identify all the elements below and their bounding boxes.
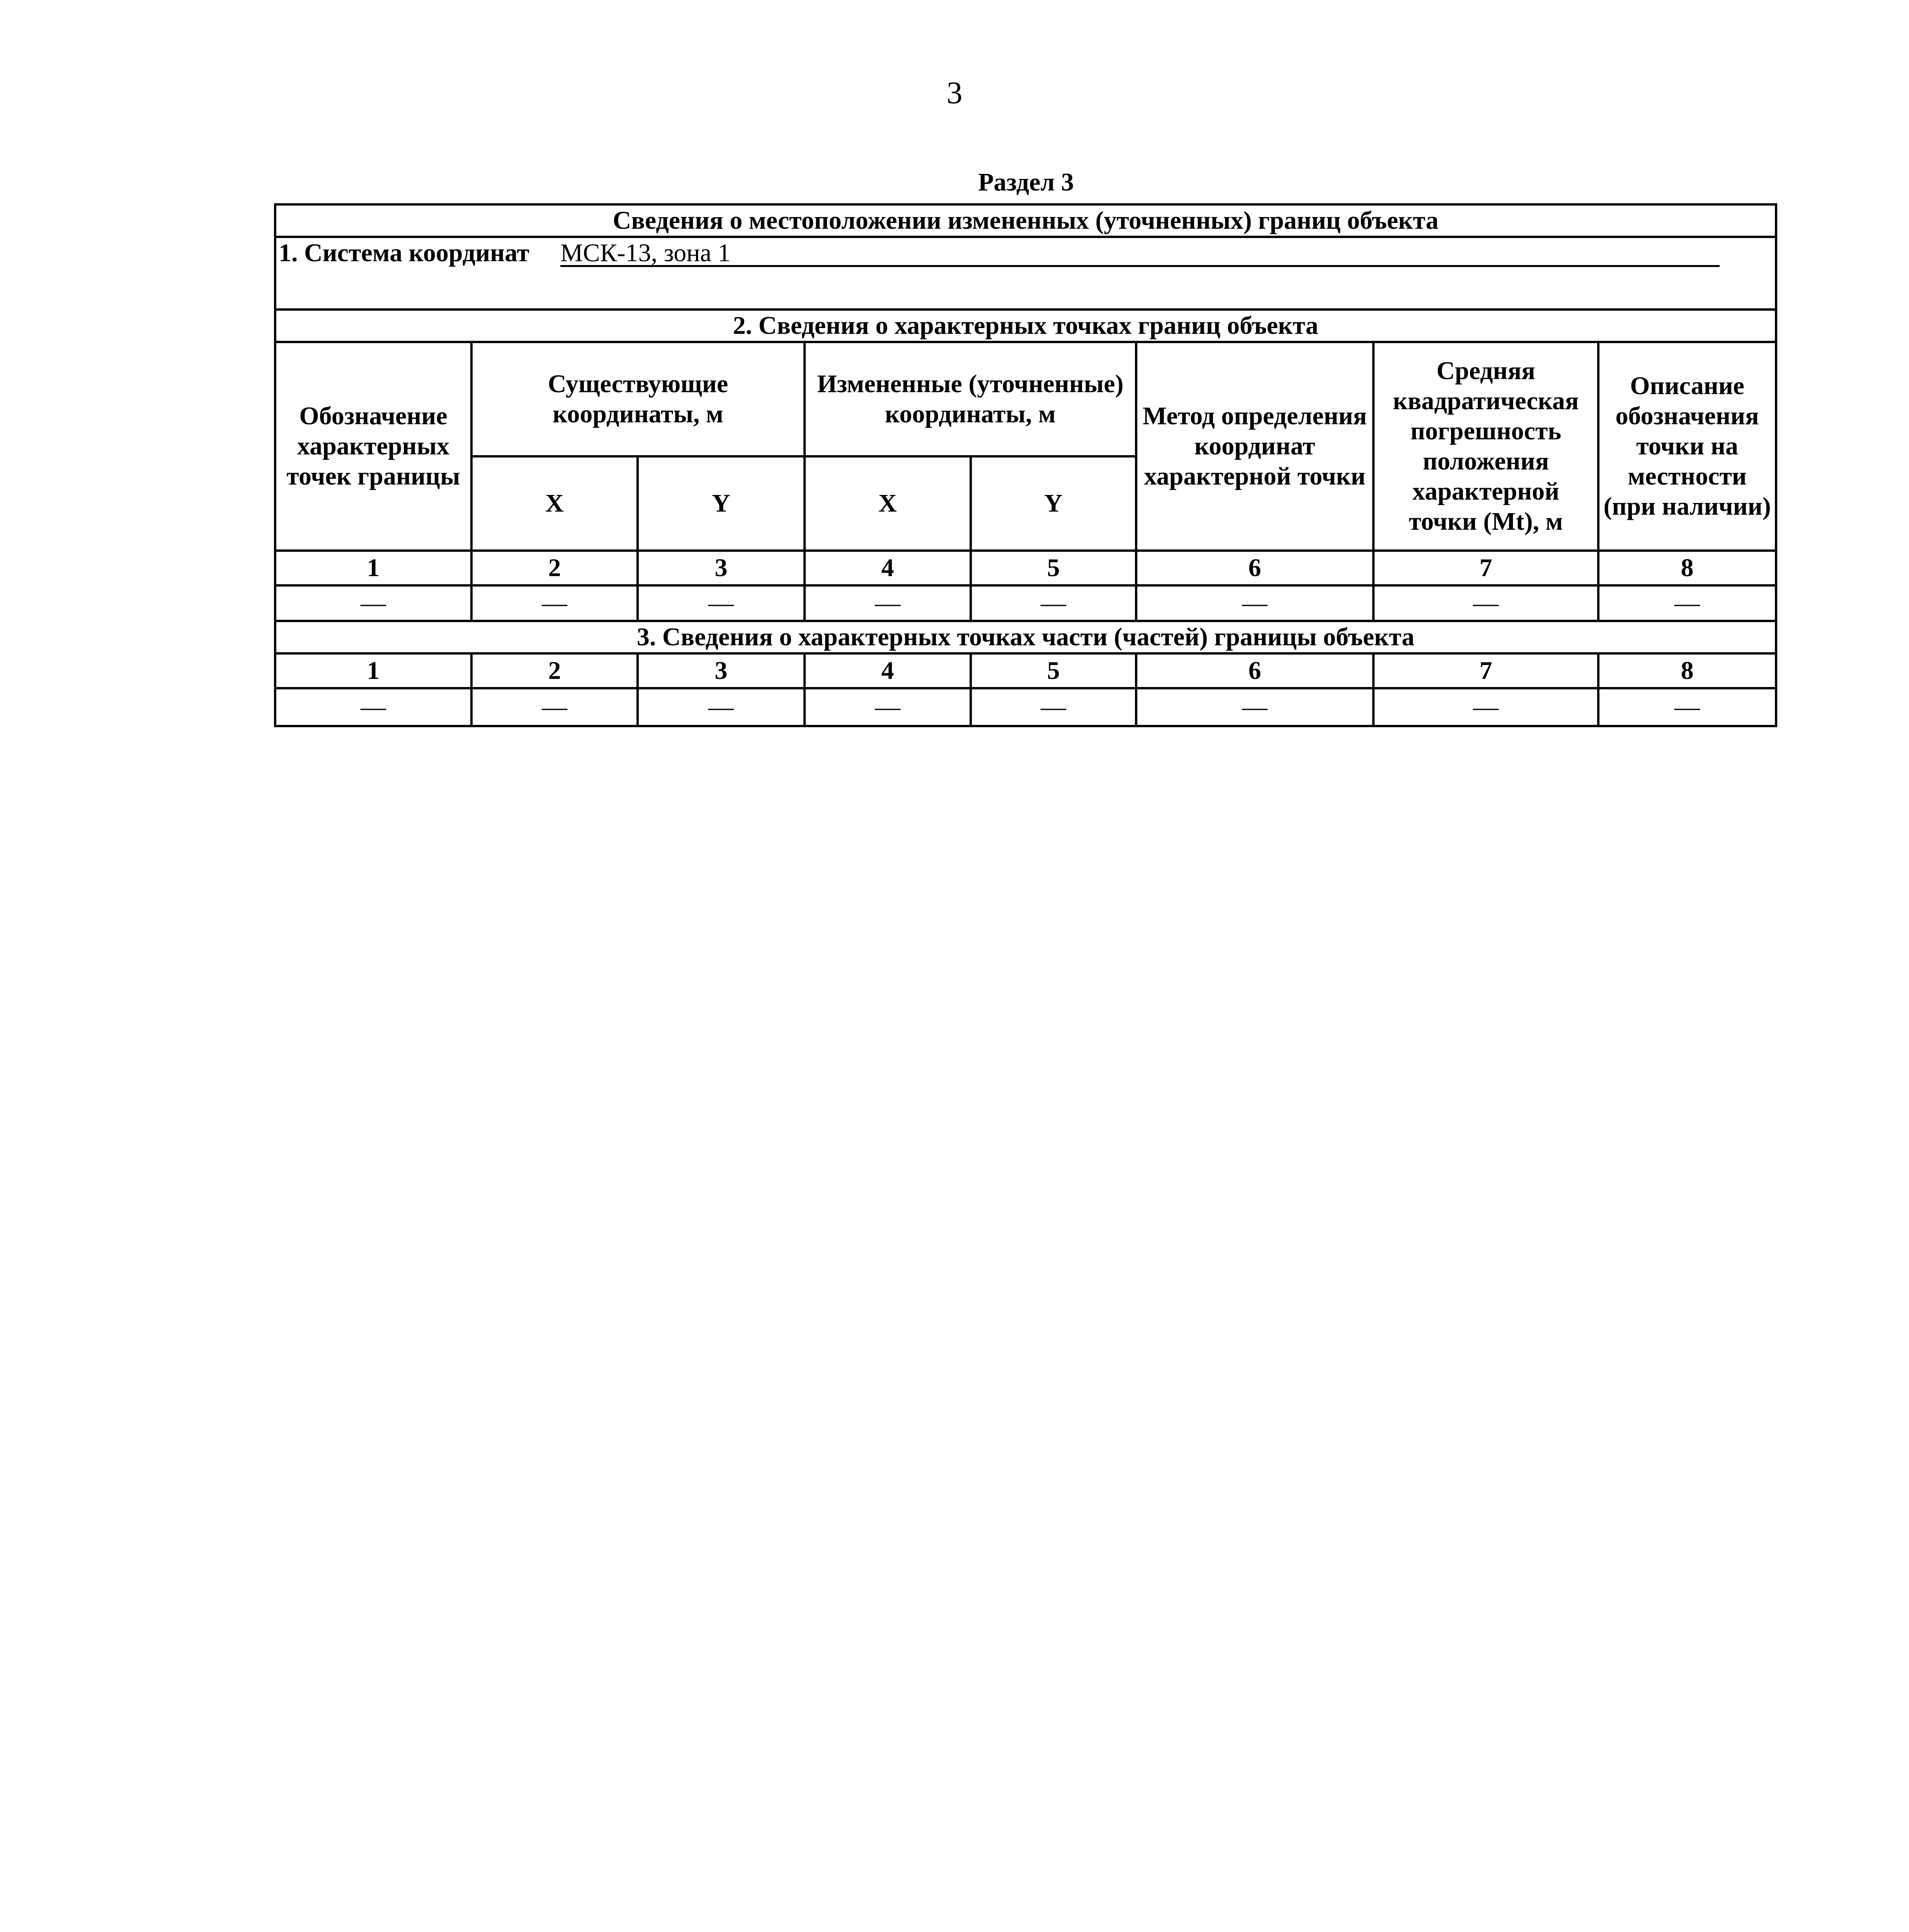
header-existing-coords: Существующие координаты, м	[471, 342, 805, 456]
column-number: 7	[1373, 653, 1598, 688]
column-number: 1	[275, 653, 471, 688]
header-existing-y: Y	[638, 456, 805, 551]
header-changed-x: X	[805, 456, 971, 551]
column-number-row	[275, 551, 1776, 585]
table-cell: —	[1373, 688, 1598, 726]
table-cell: —	[805, 688, 971, 726]
column-number: 2	[471, 653, 638, 688]
table-cell: —	[805, 585, 971, 621]
header-method: Метод определения координат характерной точки	[1136, 342, 1373, 551]
table-cell: —	[1598, 585, 1776, 621]
column-number: 3	[638, 551, 805, 585]
header-existing-x: X	[471, 456, 638, 551]
column-number: 6	[1136, 653, 1373, 688]
column-number: 5	[971, 653, 1136, 688]
table-cell: —	[1136, 585, 1373, 621]
column-number: 6	[1136, 551, 1373, 585]
coordinate-system-cell	[275, 237, 1776, 310]
coordinate-system-row	[275, 237, 1776, 310]
column-number: 1	[275, 551, 471, 585]
table-row	[275, 585, 1776, 621]
table-cell: —	[971, 585, 1136, 621]
points-block-title-row	[275, 310, 1776, 342]
table-cell: —	[1373, 585, 1598, 621]
column-number: 7	[1373, 551, 1598, 585]
section-title: Раздел 3	[978, 168, 1074, 196]
table-cell: —	[275, 585, 471, 621]
page-number: 3	[946, 75, 963, 110]
points-block-title: 2. Сведения о характерных точках границ объекта	[275, 310, 1776, 342]
section-heading-row	[275, 204, 1776, 237]
column-number: 2	[471, 551, 638, 585]
table-row	[275, 688, 1776, 726]
column-number: 3	[638, 653, 805, 688]
table-cell: —	[275, 688, 471, 726]
coordinate-system-value: МСК-13, зона 1	[560, 239, 731, 267]
parts-column-number-row	[275, 653, 1776, 688]
header-error: Средняя квадратическая погрешность положения характерной точки (Mt), м	[1373, 342, 1598, 551]
header-designation: Обозначение характерных точек границы	[275, 342, 471, 551]
table-cell: —	[638, 585, 805, 621]
column-header-row	[275, 342, 1776, 456]
parts-block-title-row	[275, 621, 1776, 653]
table-cell: —	[471, 688, 638, 726]
column-number: 8	[1598, 551, 1776, 585]
section-heading: Сведения о местоположении измененных (уточненных) границ объекта	[275, 204, 1776, 237]
coordinate-system-underline	[560, 238, 1720, 267]
table-cell: —	[638, 688, 805, 726]
boundary-table	[274, 203, 1777, 727]
column-number: 4	[805, 551, 971, 585]
table-cell: —	[1136, 688, 1373, 726]
column-number: 4	[805, 653, 971, 688]
coordinate-system-label: 1. Система координат	[279, 239, 529, 267]
table-cell: —	[1598, 688, 1776, 726]
column-number: 8	[1598, 653, 1776, 688]
table-cell: —	[471, 585, 638, 621]
column-number: 5	[971, 551, 1136, 585]
header-changed-coords: Измененные (уточненные) координаты, м	[805, 342, 1136, 456]
table-cell: —	[971, 688, 1136, 726]
header-description: Описание обозначения точки на местности (при наличии)	[1598, 342, 1776, 551]
parts-block-title: 3. Сведения о характерных точках части (частей) границы объекта	[275, 621, 1776, 653]
header-changed-y: Y	[971, 456, 1136, 551]
